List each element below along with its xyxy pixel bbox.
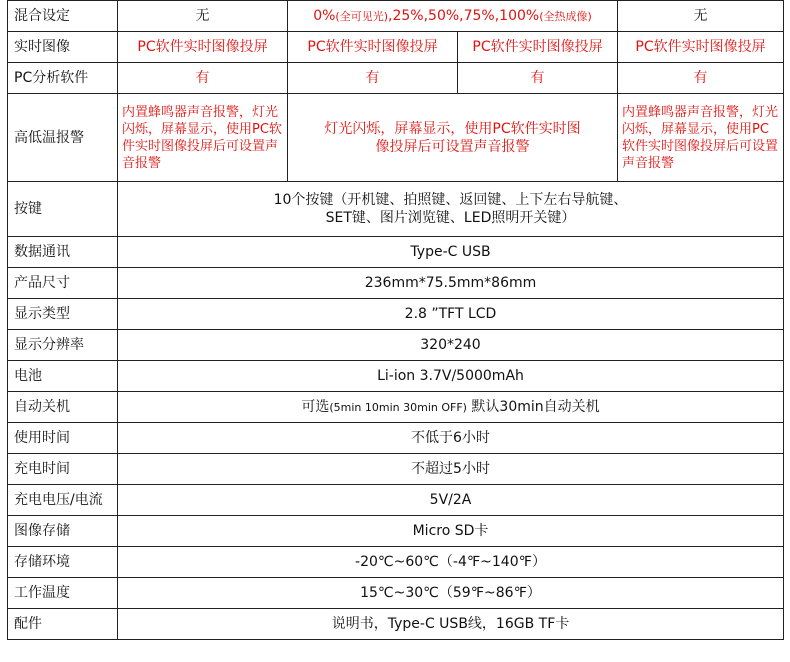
autooff-text: 默认30min自动关机 [466, 398, 600, 415]
row-label: 实时图像 [8, 32, 118, 63]
cell: 236mm*75.5mm*86mm [118, 268, 784, 299]
row-accessories [8, 609, 784, 640]
row-label: 电池 [8, 361, 118, 392]
row-usetime [8, 423, 784, 454]
cell: 说明书，Type-C USB线，16GB TF卡 [118, 609, 784, 640]
row-label: PC分析软件 [8, 63, 118, 94]
row-label: 充电时间 [8, 454, 118, 485]
cell [288, 1, 618, 32]
row-label: 配件 [8, 609, 118, 640]
row-label: 产品尺寸 [8, 268, 118, 299]
row-label: 高低温报警 [8, 94, 118, 182]
row-realtime [8, 32, 784, 63]
keys-line: 10个按键（开机键、拍照键、返回键、上下左右导航键、 [273, 192, 628, 208]
mix-text: 0% [313, 7, 336, 24]
cell: 有 [458, 63, 618, 94]
cell: Type-C USB [118, 237, 784, 268]
cell: 有 [618, 63, 784, 94]
row-chargev [8, 485, 784, 516]
mix-note: (全可见光) [335, 9, 389, 23]
cell: 内置蜂鸣器声音报警，灯光闪烁，屏幕显示，使用PC软件实时图像投屏后可设置声音报警 [618, 94, 784, 182]
row-label: 使用时间 [8, 423, 118, 454]
cell: -20℃~60℃（-4℉~140℉） [118, 547, 784, 578]
mix-note: (全热成像) [539, 9, 592, 23]
row-resolution [8, 330, 784, 361]
cell: 无 [618, 1, 784, 32]
row-storenv [8, 547, 784, 578]
cell: 有 [118, 63, 288, 94]
row-label: 数据通讯 [8, 237, 118, 268]
row-keys [8, 182, 784, 237]
cell: Li-ion 3.7V/5000mAh [118, 361, 784, 392]
cell: PC软件实时图像投屏 [618, 32, 784, 63]
cell: 15℃~30℃（59℉~86℉） [118, 578, 784, 609]
row-label: 自动关机 [8, 392, 118, 423]
cell [118, 182, 784, 237]
autooff-text: 可选 [301, 398, 330, 415]
cell: 5V/2A [118, 485, 784, 516]
cell: PC软件实时图像投屏 [458, 32, 618, 63]
spec-table [7, 0, 784, 640]
row-label: 图像存储 [8, 516, 118, 547]
row-mix [8, 1, 784, 32]
row-battery [8, 361, 784, 392]
row-label: 显示类型 [8, 299, 118, 330]
cell: 不低于6小时 [118, 423, 784, 454]
autooff-options: (5min 10min 30min OFF) [329, 400, 467, 414]
cell: 无 [118, 1, 288, 32]
cell: 不超过5小时 [118, 454, 784, 485]
row-label: 充电电压/电流 [8, 485, 118, 516]
row-autooff [8, 392, 784, 423]
mix-text: ,25%,50%,75%,100% [388, 7, 540, 24]
row-size [8, 268, 784, 299]
cell: PC软件实时图像投屏 [288, 32, 458, 63]
row-label: 存储环境 [8, 547, 118, 578]
cell: PC软件实时图像投屏 [118, 32, 288, 63]
cell: 有 [288, 63, 458, 94]
cell: 内置蜂鸣器声音报警，灯光闪烁，屏幕显示，使用PC软件实时图像投屏后可设置声音报警 [118, 94, 288, 182]
cell: 2.8 ”TFT LCD [118, 299, 784, 330]
cell: Micro SD卡 [118, 516, 784, 547]
row-label: 显示分辨率 [8, 330, 118, 361]
row-pcsoft [8, 63, 784, 94]
keys-line: SET键、图片浏览键、LED照明开关键） [325, 210, 576, 226]
cell: 320*240 [118, 330, 784, 361]
cell: 灯光闪烁，屏幕显示，使用PC软件实时图像投屏后可设置声音报警 [288, 94, 618, 182]
row-disptype [8, 299, 784, 330]
row-worktemp [8, 578, 784, 609]
row-label: 混合设定 [8, 1, 118, 32]
row-label: 按键 [8, 182, 118, 237]
row-storage [8, 516, 784, 547]
row-chargetime [8, 454, 784, 485]
row-alarm [8, 94, 784, 182]
row-label: 工作温度 [8, 578, 118, 609]
cell [118, 392, 784, 423]
row-comm [8, 237, 784, 268]
